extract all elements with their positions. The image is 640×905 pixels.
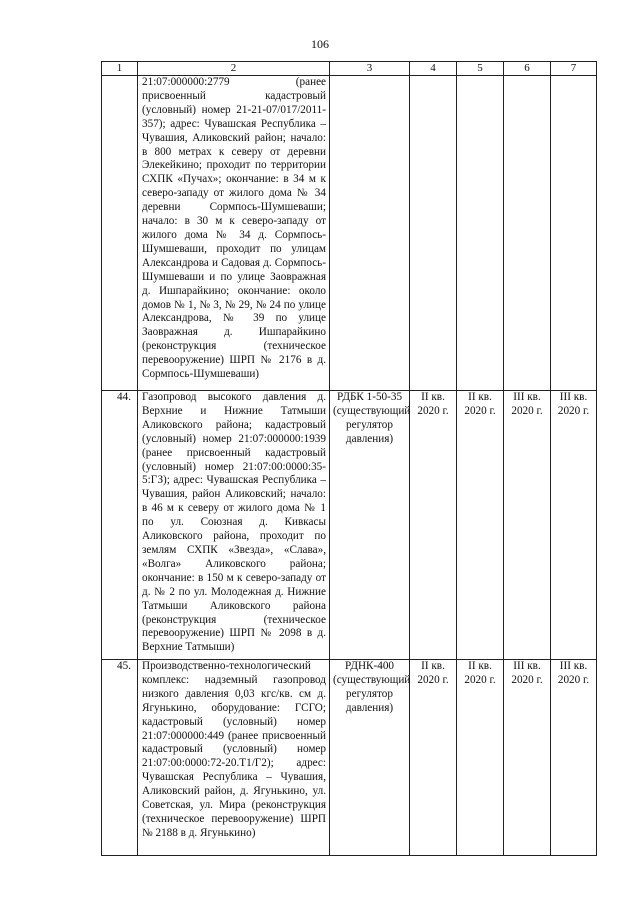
period-col7 bbox=[551, 76, 597, 391]
period-col6 bbox=[504, 76, 551, 391]
period-col4: II кв. 2020 г. bbox=[410, 660, 457, 856]
table-header-row bbox=[102, 62, 597, 76]
table-row bbox=[102, 660, 597, 856]
table-row bbox=[102, 76, 597, 391]
page-number: 106 bbox=[311, 37, 329, 51]
row-number: 44. bbox=[102, 391, 138, 660]
equipment-cell bbox=[330, 76, 410, 391]
period-col5 bbox=[457, 76, 504, 391]
object-description: 21:07:000000:2779 (ранее присвоенный кадастровый (условный) номер 21-21-07/017/2011-357); адрес: Чувашская Республика – Чувашия, Аликовский район; начало: в 800 метрах к северу от деревни Элекейкино; проходит по территории СХПК «Пучах»; окончание: в 34 м к северо-западу от жилого дома № 34 деревни Сормпось-Шумшеваши; начало: в 30 м к северо-западу от жилого дома № 34 д. Сормпось-Шумшеваши, проходит по улицам Александрова и Садовая д. Сормпось-Шумшеваши и по улице Заовражная д. Ишпарайкино; окончание: около домов № 1, № 3, № 29, № 24 по улице Александрова, № 39 по улице Заовражная д. Ишпарайкино (реконструкция (техническое перевооружение) ШРП № 2176 в д. Сормпось-Шумшеваши) bbox=[138, 76, 330, 391]
column-header-5: 5 bbox=[457, 62, 504, 76]
period-col5: II кв. 2020 г. bbox=[457, 391, 504, 660]
column-header-1: 1 bbox=[102, 62, 138, 76]
row-number bbox=[102, 76, 138, 391]
column-header-3: 3 bbox=[330, 62, 410, 76]
row-number: 45. bbox=[102, 660, 138, 856]
column-header-2: 2 bbox=[138, 62, 330, 76]
period-col6: III кв. 2020 г. bbox=[504, 391, 551, 660]
gas-facilities-table bbox=[101, 61, 597, 856]
object-description: Производственно-технологический комплекс: надземный газопровод низкого давления 0,03 кгс/кв. см д. Ягунькино, оборудование: ГСГО; кадастровый (условный) номер 21:07:000000:449 (ранее присвоенный кадастровый (условный) номер 21:07:00:0000:72-20.Т1/Г2); адрес: Чувашская Республика – Чувашия, Аликовский район, д. Ягунькино, ул. Советская, ул. Мира (реконструкция (техническое перевооружение) ШРП № 2188 в д. Ягунькино) bbox=[138, 660, 330, 856]
equipment-cell: РДБК 1-50-35 (существующий регулятор давления) bbox=[330, 391, 410, 660]
equipment-cell: РДНК-400 (существующий регулятор давления) bbox=[330, 660, 410, 856]
period-col6: III кв. 2020 г. bbox=[504, 660, 551, 856]
period-col5: II кв. 2020 г. bbox=[457, 660, 504, 856]
period-col4 bbox=[410, 76, 457, 391]
column-header-4: 4 bbox=[410, 62, 457, 76]
table-row bbox=[102, 391, 597, 660]
period-col7: III кв. 2020 г. bbox=[551, 660, 597, 856]
period-col4: II кв. 2020 г. bbox=[410, 391, 457, 660]
column-header-6: 6 bbox=[504, 62, 551, 76]
object-description: Газопровод высокого давления д. Верхние и Нижние Татмыши Аликовского района; кадастровый (условный) номер 21:07:000000:1939 (ранее присвоенный кадастровый (условный) номер 21:07:00:0000:35-5:ГЗ); адрес: Чувашская Республика – Чувашия, район Аликовский; начало: в 46 м к северу от жилого дома № 1 по ул. Союзная д. Кивкасы Аликовского района, проходит по землям СХПК «Звезда», «Слава», «Волга» Аликовского района; окончание: в 150 м к северо-западу от д. № 2 по ул. Молодежная д. Нижние Татмыши Аликовского района (реконструкция (техническое перевооружение) ШРП № 2098 в д. Верхние Татмыши) bbox=[138, 391, 330, 660]
column-header-7: 7 bbox=[551, 62, 597, 76]
period-col7: III кв. 2020 г. bbox=[551, 391, 597, 660]
